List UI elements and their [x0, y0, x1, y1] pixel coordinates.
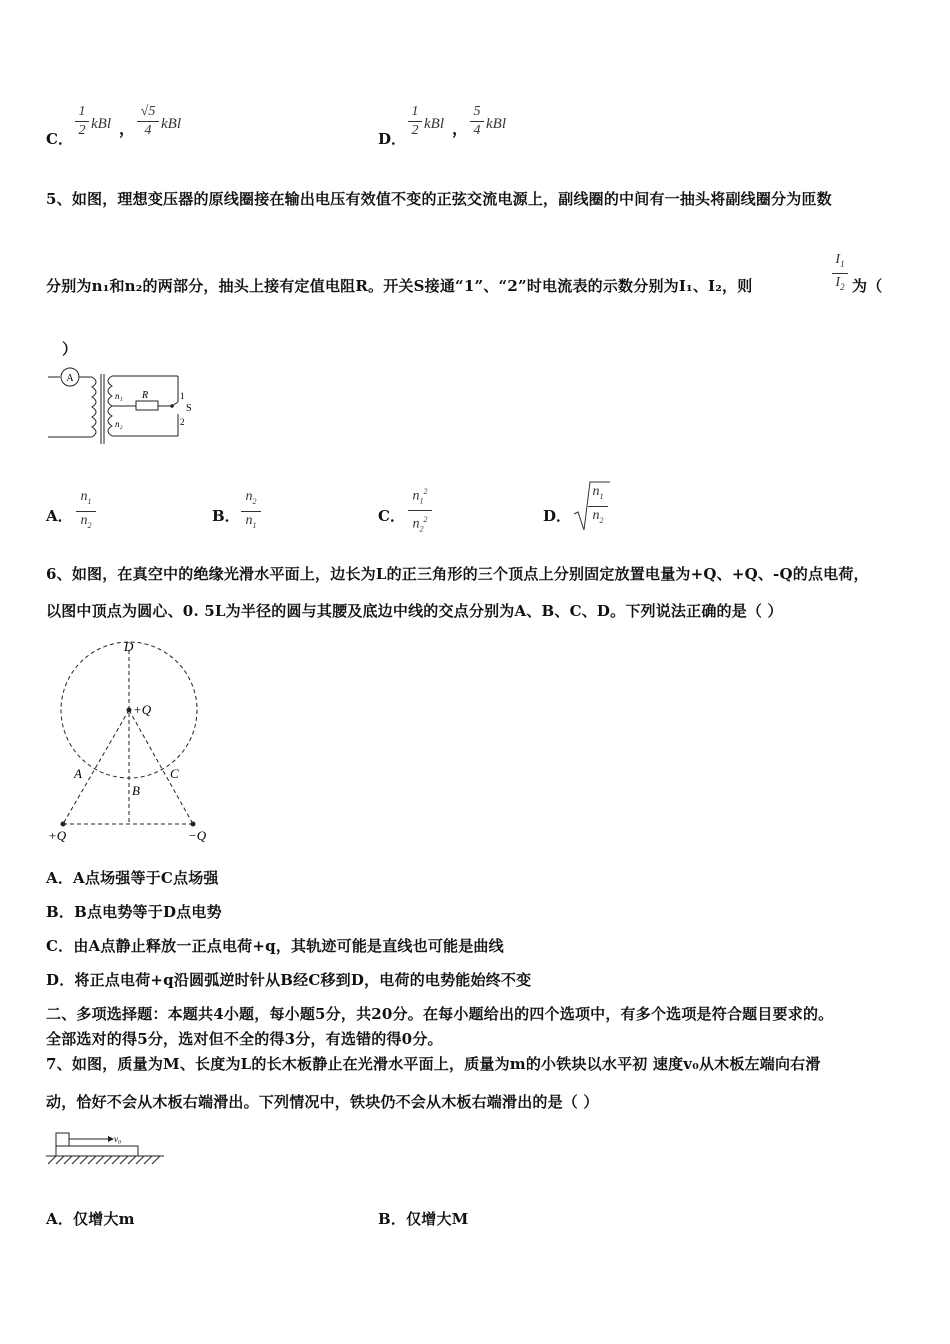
q5-stem-line2-end: 为（ — [852, 277, 883, 295]
q7-stem-line2: 动，恰好不会从木板右端滑出。下列情况中，铁块仍不会从木板右端滑出的是（ ） — [46, 1093, 599, 1111]
q5-stem-line3: ） — [62, 340, 78, 358]
q5-option-b-label: B． — [212, 507, 240, 525]
q5-contact-1-label: 1 — [180, 391, 185, 401]
q5-option-c-label: C． — [378, 507, 405, 525]
q5-option-d-label: D． — [543, 507, 572, 525]
q5-option-d-expr: $n_1$ $n_2$ — [572, 478, 612, 532]
q4-option-d-label: D． — [378, 130, 407, 148]
q6-charge-figure — [44, 638, 224, 848]
q6-point-a-label: A — [74, 766, 82, 781]
q6-top-charge-label: +Q — [133, 702, 152, 717]
q7-stem-line1: 7、如图，质量为M、长度为L的长木板静止在光滑水平面上，质量为m的小铁块以水平初 速度v₀从木板左端向右滑 — [46, 1055, 821, 1073]
q6-stem-line1: 6、如图，在真空中的绝缘光滑水平面上，边长为L的正三角形的三个顶点上分别固定放置电量为+Q、+Q、-Q的点电荷， — [46, 565, 869, 583]
q5-ammeter-label: A — [66, 373, 74, 384]
q6-option-a: A．A点场强等于C点场强 — [46, 869, 219, 887]
q7-option-b: B．仅增大M — [378, 1210, 469, 1228]
q5-switch-label: S — [186, 403, 192, 414]
q6-option-d: D．将正点电荷+q沿圆弧逆时针从B经C移到D，电荷的电势能始终不变 — [46, 971, 532, 989]
section2-instructions-line2: 全部选对的得5分，选对但不全的得3分，有选错的得0分。 — [46, 1030, 443, 1048]
q6-right-charge-label: −Q — [188, 828, 207, 843]
q6-point-c-label: C — [170, 766, 179, 781]
q5-option-a-label: A． — [46, 507, 73, 525]
q5-resistor-label: R — [142, 390, 149, 401]
q5-option-a-expr: $n_1$ $n_2$ — [76, 489, 96, 534]
q5-stem-line2: 分别为n₁和n₂的两部分，抽头上接有定值电阻R。开关S接通“1”、“2”时电流表的示数分别为I₁、I₂，则 — [46, 277, 753, 295]
q5-n2-label: n₂ — [115, 419, 123, 429]
q4-option-c-label: C． — [46, 130, 73, 148]
q7-v0-label: v₀ — [114, 1134, 122, 1144]
q6-option-c: C．由A点静止释放一正点电荷+q，其轨迹可能是直线也可能是曲线 — [46, 937, 504, 955]
q5-option-c-expr: $n_1^2$ $n_2^2$ — [408, 484, 432, 538]
q5-n1-label: n₁ — [115, 391, 123, 401]
q6-point-d-label: D — [124, 639, 134, 654]
q5-contact-2-label: 2 — [180, 417, 185, 427]
q5-transformer-figure — [46, 362, 196, 448]
q5-stem-line1: 5、如图，理想变压器的原线圈接在输出电压有效值不变的正弦交流电源上，副线圈的中间有一抽头将副线圈分为匝数 — [46, 190, 832, 208]
q6-option-b: B．B点电势等于D点电势 — [46, 903, 222, 921]
q5-current-ratio: $I_1$ $I_2$ — [832, 252, 848, 295]
q7-block-board-figure — [44, 1128, 168, 1176]
q6-stem-line2: 以图中顶点为圆心、0. 5L为半径的圆与其腰及底边中线的交点分别为A、B、C、D。下列说法正确的是（ ） — [46, 602, 783, 620]
q5-option-b-expr: $n_2$ $n_1$ — [241, 489, 261, 534]
section2-instructions-line1: 二、多项选择题：本题共4小题，每小题5分，共20分。在每小题给出的四个选项中，有多个选项是符合题目要求的。 — [46, 1005, 834, 1023]
q6-left-charge-label: +Q — [48, 828, 67, 843]
q6-point-b-label: B — [132, 783, 140, 798]
q7-option-a: A．仅增大m — [46, 1210, 135, 1228]
